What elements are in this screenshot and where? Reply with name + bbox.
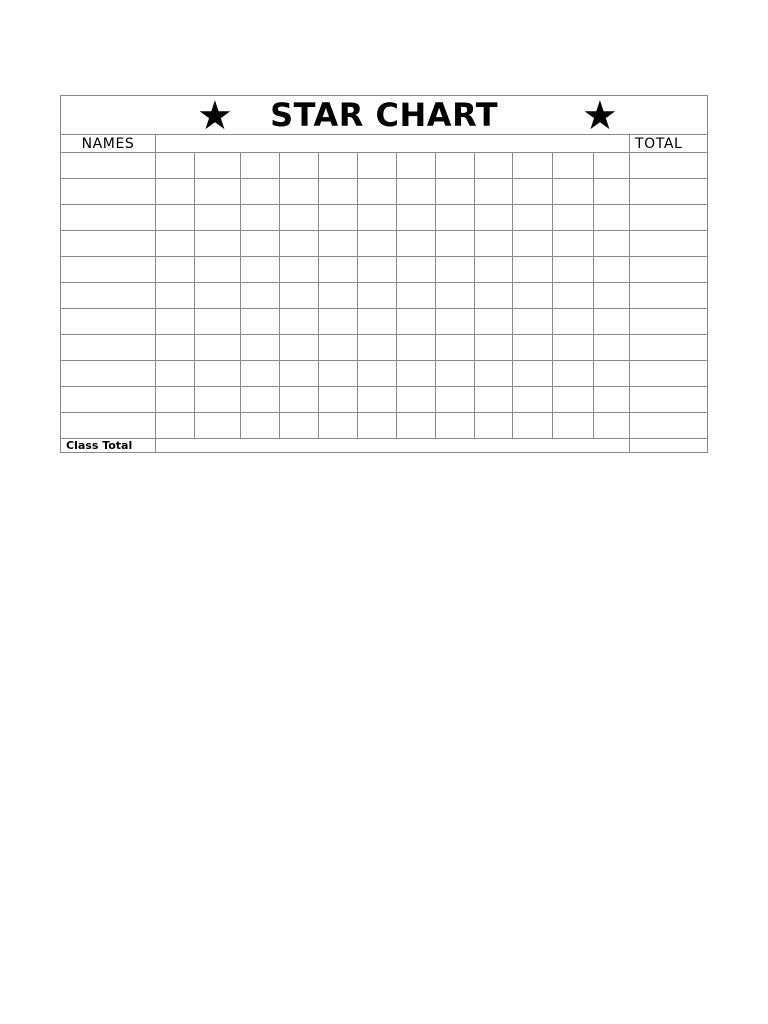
star-cell[interactable] (195, 361, 241, 387)
star-cell[interactable] (553, 179, 594, 205)
star-cell[interactable] (319, 205, 358, 231)
table-row (61, 361, 708, 387)
star-cell[interactable] (553, 361, 594, 387)
table-row (61, 335, 708, 361)
star-cell[interactable] (553, 257, 594, 283)
star-cell[interactable] (475, 283, 513, 309)
name-cell[interactable] (61, 153, 156, 179)
star-cell[interactable] (280, 361, 319, 387)
star-cell[interactable] (319, 179, 358, 205)
star-chart-table (60, 95, 708, 453)
name-cell[interactable] (61, 257, 156, 283)
star-cell[interactable] (280, 283, 319, 309)
name-cell[interactable] (61, 179, 156, 205)
star-cell[interactable] (241, 309, 280, 335)
star-cell[interactable] (513, 231, 553, 257)
star-cell[interactable] (594, 413, 630, 439)
table-row (61, 413, 708, 439)
star-cell[interactable] (280, 231, 319, 257)
names-header: NAMES (61, 135, 156, 153)
total-cell[interactable] (630, 413, 708, 439)
star-cell[interactable] (319, 387, 358, 413)
star-cell[interactable] (553, 153, 594, 179)
star-cell[interactable] (156, 283, 195, 309)
star-cell[interactable] (241, 205, 280, 231)
title-row (61, 96, 708, 135)
star-cell[interactable] (156, 335, 195, 361)
star-cell[interactable] (513, 257, 553, 283)
star-cell[interactable] (436, 231, 475, 257)
name-cell[interactable] (61, 335, 156, 361)
star-cell[interactable] (436, 335, 475, 361)
star-cell[interactable] (475, 361, 513, 387)
star-cell[interactable] (436, 257, 475, 283)
star-cell[interactable] (280, 335, 319, 361)
table-row (61, 257, 708, 283)
star-cell[interactable] (594, 257, 630, 283)
table-row (61, 309, 708, 335)
name-cell[interactable] (61, 283, 156, 309)
star-cell[interactable] (594, 309, 630, 335)
star-cell[interactable] (475, 413, 513, 439)
star-cell[interactable] (594, 179, 630, 205)
star-cell[interactable] (475, 179, 513, 205)
star-cell[interactable] (195, 283, 241, 309)
name-cell[interactable] (61, 309, 156, 335)
star-cell[interactable] (475, 153, 513, 179)
star-cell[interactable] (553, 387, 594, 413)
star-cell[interactable] (195, 335, 241, 361)
star-cell[interactable] (156, 205, 195, 231)
total-cell[interactable] (630, 309, 708, 335)
star-cell[interactable] (195, 413, 241, 439)
star-cell[interactable] (397, 387, 436, 413)
table-row (61, 283, 708, 309)
star-cell[interactable] (358, 283, 397, 309)
star-cell[interactable] (594, 231, 630, 257)
name-cell[interactable] (61, 205, 156, 231)
star-cell[interactable] (319, 361, 358, 387)
star-cell[interactable] (397, 283, 436, 309)
star-cell[interactable] (156, 361, 195, 387)
star-cell[interactable] (241, 179, 280, 205)
star-cell[interactable] (553, 231, 594, 257)
star-cell[interactable] (397, 231, 436, 257)
star-cell[interactable] (358, 153, 397, 179)
student-rows (61, 153, 708, 439)
star-cell[interactable] (397, 361, 436, 387)
star-cell[interactable] (241, 257, 280, 283)
star-cell[interactable] (513, 413, 553, 439)
name-cell[interactable] (61, 413, 156, 439)
star-cell[interactable] (280, 205, 319, 231)
class-total-cell[interactable] (630, 439, 708, 453)
star-icon: ★ (582, 93, 618, 139)
star-cell[interactable] (280, 179, 319, 205)
total-header: TOTAL (630, 135, 708, 153)
star-cell[interactable] (397, 153, 436, 179)
star-cell[interactable] (594, 205, 630, 231)
star-cell[interactable] (195, 179, 241, 205)
star-cell[interactable] (513, 387, 553, 413)
star-cell[interactable] (594, 361, 630, 387)
star-cell[interactable] (475, 335, 513, 361)
star-cell[interactable] (195, 205, 241, 231)
star-cell[interactable] (195, 309, 241, 335)
title-cell (61, 93, 708, 139)
star-cell[interactable] (436, 361, 475, 387)
star-cell[interactable] (358, 413, 397, 439)
star-cell[interactable] (241, 283, 280, 309)
star-cell[interactable] (397, 179, 436, 205)
star-cell[interactable] (553, 335, 594, 361)
star-cell[interactable] (280, 153, 319, 179)
star-chart-sheet (60, 95, 707, 451)
total-cell[interactable] (630, 283, 708, 309)
star-cell[interactable] (436, 387, 475, 413)
star-cell[interactable] (475, 309, 513, 335)
star-cell[interactable] (397, 309, 436, 335)
star-cell[interactable] (241, 361, 280, 387)
star-cell[interactable] (280, 257, 319, 283)
star-cell[interactable] (513, 205, 553, 231)
total-cell[interactable] (630, 179, 708, 205)
star-cell[interactable] (475, 205, 513, 231)
total-cell[interactable] (630, 361, 708, 387)
name-cell[interactable] (61, 231, 156, 257)
star-cell[interactable] (513, 309, 553, 335)
star-cell[interactable] (513, 283, 553, 309)
star-cell[interactable] (436, 309, 475, 335)
total-cell[interactable] (630, 335, 708, 361)
total-cell[interactable] (630, 257, 708, 283)
star-cell[interactable] (358, 361, 397, 387)
star-cell[interactable] (358, 309, 397, 335)
star-cell[interactable] (594, 387, 630, 413)
star-cell[interactable] (241, 231, 280, 257)
star-cell[interactable] (475, 231, 513, 257)
star-cell[interactable] (553, 413, 594, 439)
star-cell[interactable] (513, 335, 553, 361)
star-cell[interactable] (156, 153, 195, 179)
star-cell[interactable] (436, 413, 475, 439)
star-cell[interactable] (319, 231, 358, 257)
total-cell[interactable] (630, 387, 708, 413)
table-row (61, 205, 708, 231)
class-total-blank (156, 439, 630, 453)
star-cell[interactable] (397, 413, 436, 439)
table-row (61, 387, 708, 413)
star-icon: ★ (197, 93, 233, 139)
star-cell[interactable] (513, 153, 553, 179)
table-row (61, 231, 708, 257)
page-title: STAR CHART (270, 96, 499, 134)
star-cell[interactable] (553, 205, 594, 231)
star-cell[interactable] (280, 387, 319, 413)
total-cell[interactable] (630, 205, 708, 231)
star-cell[interactable] (594, 283, 630, 309)
star-cell[interactable] (475, 257, 513, 283)
table-row (61, 179, 708, 205)
star-cell[interactable] (156, 413, 195, 439)
star-cell[interactable] (319, 153, 358, 179)
total-cell[interactable] (630, 153, 708, 179)
star-cell[interactable] (319, 257, 358, 283)
star-cell[interactable] (241, 413, 280, 439)
star-cell[interactable] (513, 361, 553, 387)
star-cell[interactable] (594, 153, 630, 179)
star-cell[interactable] (195, 231, 241, 257)
name-cell[interactable] (61, 361, 156, 387)
star-cell[interactable] (358, 179, 397, 205)
star-cell[interactable] (436, 179, 475, 205)
star-cell[interactable] (553, 309, 594, 335)
star-cell[interactable] (156, 387, 195, 413)
star-cell[interactable] (436, 205, 475, 231)
star-cell[interactable] (319, 335, 358, 361)
star-cell[interactable] (156, 231, 195, 257)
star-cell[interactable] (436, 283, 475, 309)
star-cell[interactable] (319, 413, 358, 439)
star-cell[interactable] (280, 413, 319, 439)
star-cell[interactable] (156, 179, 195, 205)
star-cell[interactable] (475, 387, 513, 413)
total-cell[interactable] (630, 231, 708, 257)
star-cell[interactable] (358, 205, 397, 231)
star-cell[interactable] (358, 257, 397, 283)
star-cell[interactable] (397, 335, 436, 361)
star-cell[interactable] (358, 387, 397, 413)
star-cell[interactable] (358, 231, 397, 257)
star-cell[interactable] (195, 257, 241, 283)
star-cell[interactable] (397, 257, 436, 283)
class-total-label: Class Total (61, 439, 156, 453)
star-cell[interactable] (280, 309, 319, 335)
footer-row (61, 439, 708, 453)
star-cell[interactable] (195, 153, 241, 179)
star-cell[interactable] (156, 309, 195, 335)
star-cell[interactable] (397, 205, 436, 231)
star-cell[interactable] (358, 335, 397, 361)
star-cell[interactable] (319, 309, 358, 335)
star-cell[interactable] (241, 153, 280, 179)
star-cell[interactable] (513, 179, 553, 205)
name-cell[interactable] (61, 387, 156, 413)
star-cell[interactable] (594, 335, 630, 361)
star-cell[interactable] (156, 257, 195, 283)
star-cell[interactable] (241, 335, 280, 361)
star-cell[interactable] (241, 387, 280, 413)
star-cell[interactable] (319, 283, 358, 309)
table-row (61, 153, 708, 179)
star-cell[interactable] (195, 387, 241, 413)
star-cell[interactable] (553, 283, 594, 309)
star-cell[interactable] (436, 153, 475, 179)
